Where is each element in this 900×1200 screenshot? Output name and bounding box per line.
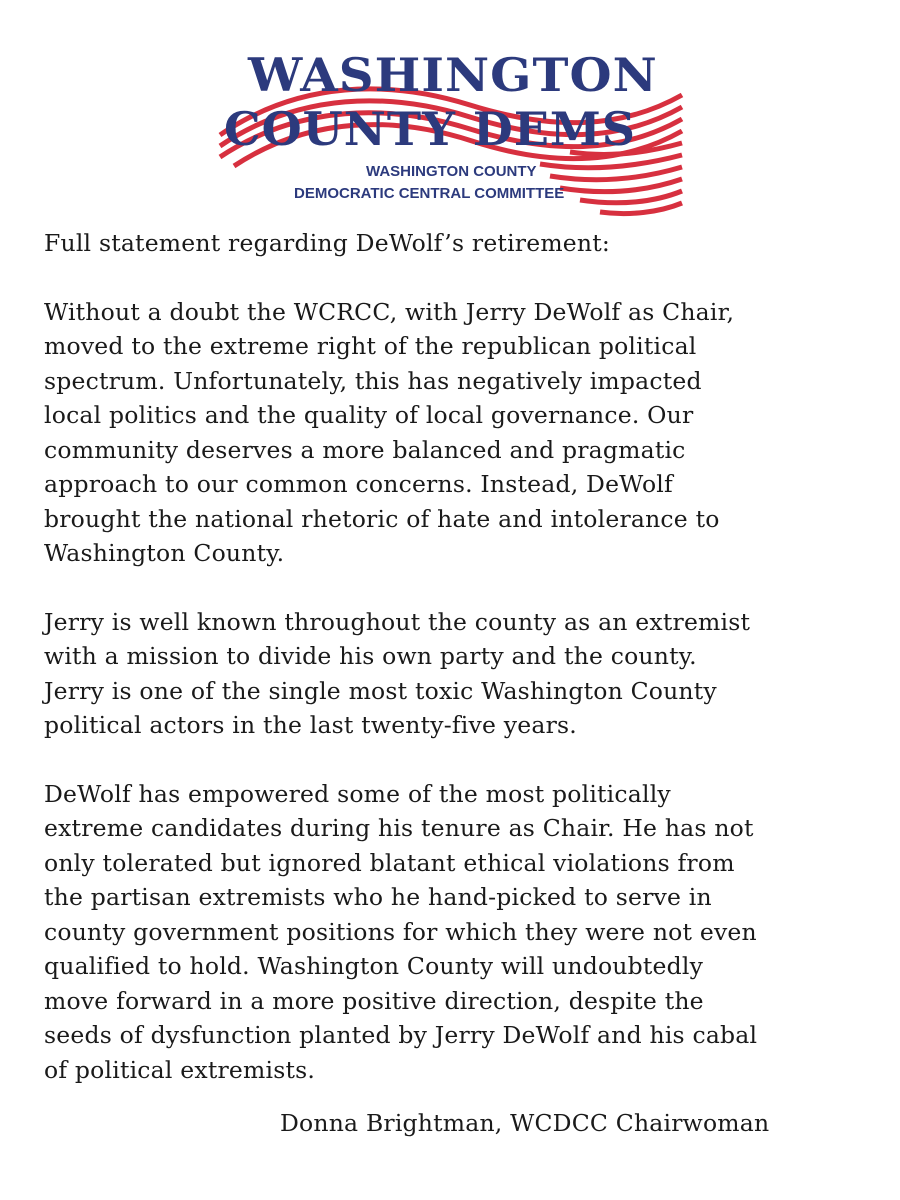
text-line: moved to the extreme right of the republican political: [44, 332, 697, 360]
text-line: extreme candidates during his tenure as Chair. He has not: [44, 814, 754, 842]
text-line: political actors in the last twenty-five years.: [44, 711, 577, 739]
text-line: Without a doubt the WCRCC, with Jerry DeWolf as Chair,: [44, 297, 735, 326]
text-line: the partisan extremists who he hand-picked to serve in: [44, 883, 712, 911]
text-line: community deserves a more balanced and pragmatic: [44, 435, 686, 464]
text-line: spectrum. Unfortunately, this has negatively impacted: [44, 366, 702, 395]
logo-line-county-dems: COUNTY DEMS: [224, 102, 637, 156]
logo-line-washington: WASHINGTON: [248, 48, 658, 102]
text-line: county government positions for which they were not even: [44, 917, 757, 946]
text-line: Washington County.: [44, 539, 285, 567]
text-line: of political extremists.: [44, 1055, 316, 1084]
logo-subtitle-committee: DEMOCRATIC CENTRAL COMMITTEE: [294, 185, 565, 202]
text-line: move forward in a more positive direction, despite the: [44, 986, 704, 1015]
text-line: only tolerated but ignored blatant ethical violations from: [44, 848, 735, 877]
text-line: brought the national rhetoric of hate and intolerance to: [44, 504, 720, 533]
text-line: seeds of dysfunction planted by Jerry DeWolf and his cabal: [44, 1021, 758, 1049]
statement-body: [44, 226, 874, 1087]
statement-heading: Full statement regarding DeWolf’s retirement:: [44, 229, 611, 257]
text-line: qualified to hold. Washington County will undoubtedly: [44, 952, 704, 980]
text-line: Jerry is well known throughout the county as an extremist: [44, 607, 751, 636]
text-line: with a mission to divide his own party and the county.: [44, 642, 697, 670]
signature: Donna Brightman, WCDCC Chairwoman: [280, 1109, 770, 1137]
text-line: local politics and the quality of local governance. Our: [44, 401, 694, 429]
text-line: Jerry is one of the single most toxic Washington County: [44, 676, 717, 705]
logo: [210, 40, 690, 220]
paragraph-2: [44, 605, 874, 743]
text-line: DeWolf has empowered some of the most politically: [44, 779, 671, 808]
logo-subtitle-county: WASHINGTON COUNTY: [366, 163, 537, 180]
paragraph-1: [44, 295, 874, 571]
paragraph-3: [44, 777, 874, 1088]
text-line: approach to our common concerns. Instead, DeWolf: [44, 470, 673, 498]
